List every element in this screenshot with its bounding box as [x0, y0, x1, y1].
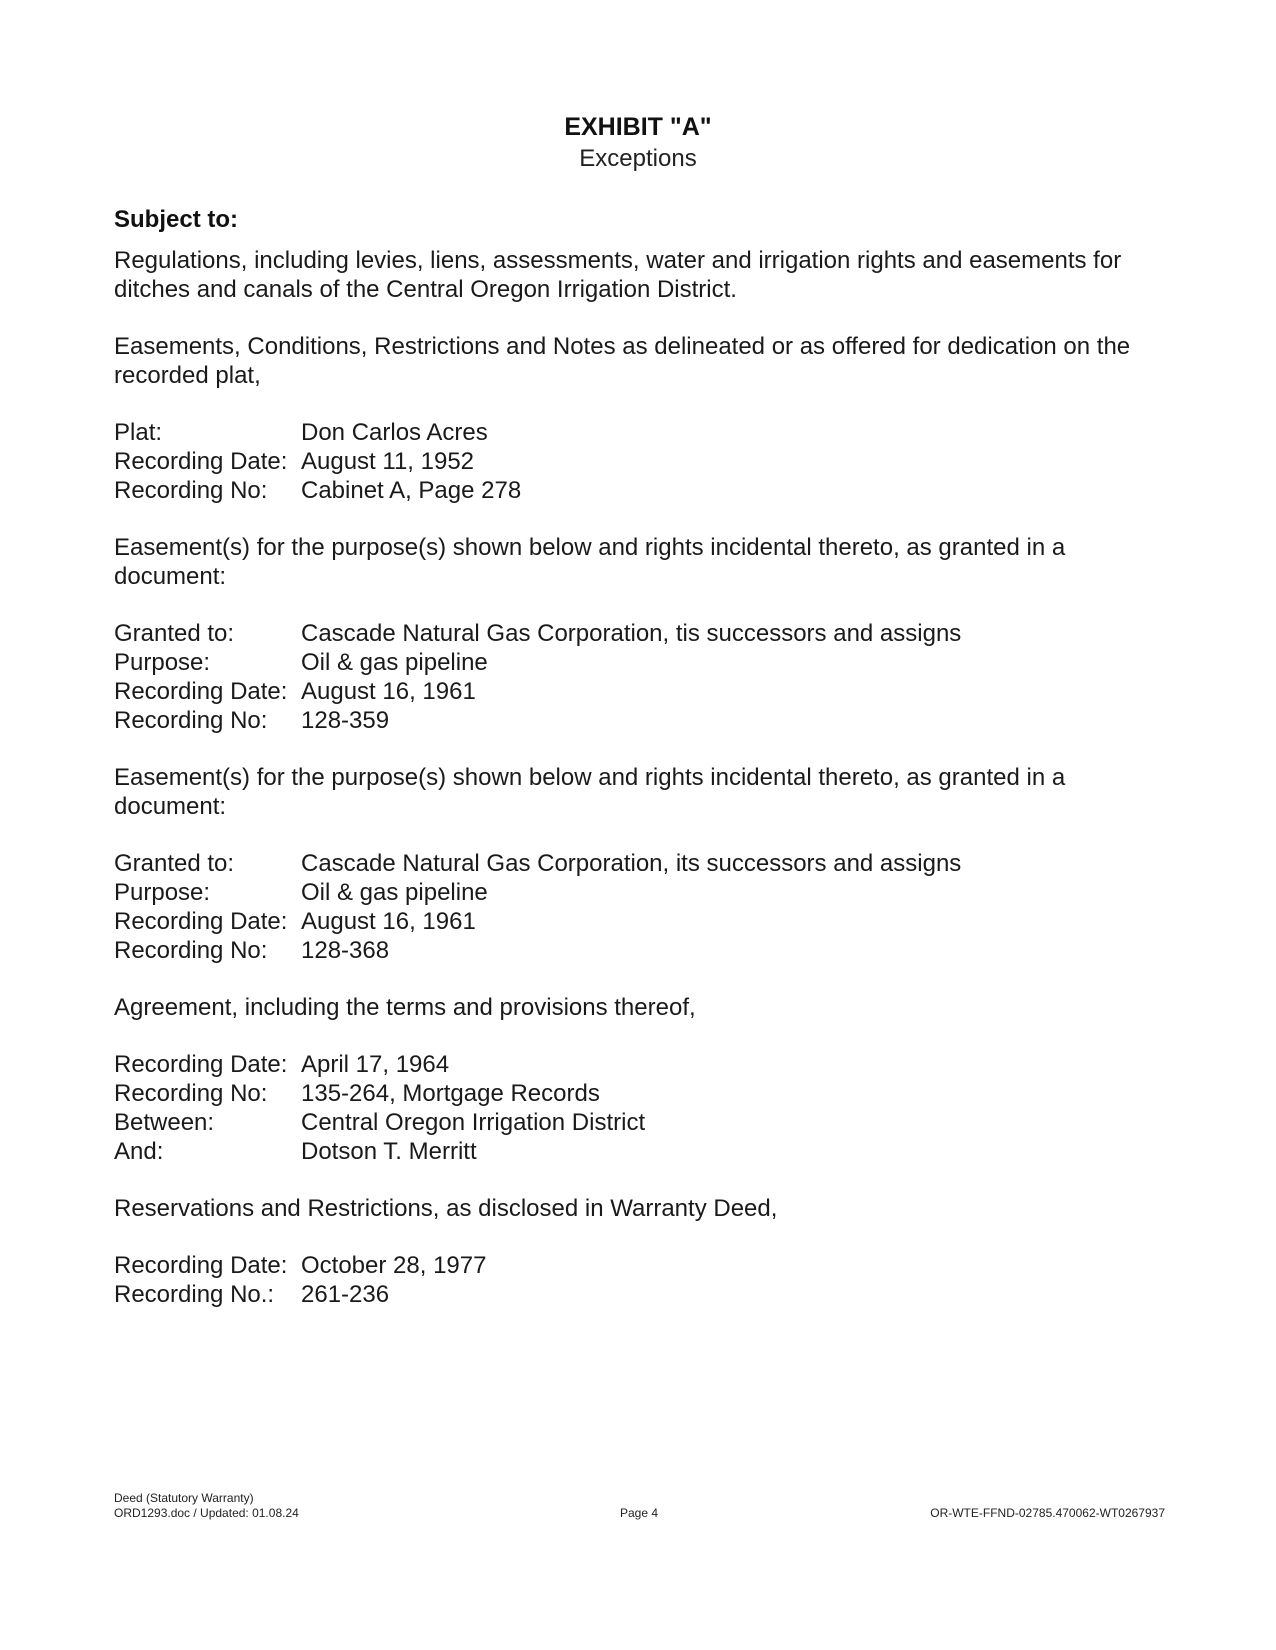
reservations-paragraph: Reservations and Restrictions, as disclosed in Warranty Deed,	[114, 1195, 778, 1222]
footer-doc-info	[114, 1491, 299, 1521]
easement-1-date-label: Recording Date:	[114, 678, 288, 705]
easement-1-date-row	[114, 677, 1174, 706]
footer-doc-type: Deed (Statutory Warranty)	[114, 1491, 254, 1505]
deed-no-value: 261-236	[301, 1281, 390, 1308]
easement-2-purpose-row	[114, 878, 1174, 907]
easement-2-no-value: 128-368	[301, 937, 390, 964]
easement-2-granted-value: Cascade Natural Gas Corporation, its successors and assigns	[301, 850, 962, 877]
plat-row	[114, 418, 1174, 447]
easement-2-purpose-label: Purpose:	[114, 879, 211, 906]
easement-1-granted-row	[114, 619, 1174, 648]
deed-date-row	[114, 1251, 1174, 1280]
agreement-no-value: 135-264, Mortgage Records	[301, 1080, 600, 1107]
plat-recording-no-value: Cabinet A, Page 278	[301, 477, 522, 504]
agreement-date-label: Recording Date:	[114, 1051, 288, 1078]
plat-recording-no-label: Recording No:	[114, 477, 268, 504]
exceptions-body	[114, 206, 1174, 1337]
agreement-date-row	[114, 1050, 1174, 1079]
deed-no-row	[114, 1280, 1174, 1309]
agreement-no-row	[114, 1079, 1174, 1108]
easement-2-date-row	[114, 907, 1174, 936]
easement-1-no-value: 128-359	[301, 707, 390, 734]
deed-date-value: October 28, 1977	[301, 1252, 487, 1279]
easement-1-details	[114, 619, 1174, 735]
plat-recording-date-label: Recording Date:	[114, 448, 288, 475]
plat-recording-no-row	[114, 476, 1174, 505]
easement-1-granted-label: Granted to:	[114, 620, 235, 647]
easement-2-no-row	[114, 936, 1174, 965]
easement-2-granted-row	[114, 849, 1174, 878]
agreement-and-value: Dotson T. Merritt	[301, 1138, 477, 1165]
exhibit-subtitle: Exceptions	[579, 145, 697, 172]
easement-1-purpose-label: Purpose:	[114, 649, 211, 676]
footer-page-number: Page 4	[620, 1506, 659, 1520]
plat-recording-date-value: August 11, 1952	[301, 448, 475, 475]
easement-1-paragraph: Easement(s) for the purpose(s) shown below and rights incidental thereto, as granted in a document:	[114, 534, 1066, 590]
deed-details	[114, 1251, 1174, 1309]
exhibit-title: EXHIBIT "A"	[564, 113, 712, 141]
footer-file-number: OR-WTE-FFND-02785.470062-WT0267937	[930, 1506, 1165, 1520]
easement-2-date-label: Recording Date:	[114, 908, 288, 935]
agreement-and-label: And:	[114, 1138, 164, 1165]
agreement-and-row	[114, 1137, 1174, 1166]
easement-1-no-label: Recording No:	[114, 707, 268, 734]
agreement-date-value: April 17, 1964	[301, 1051, 450, 1078]
easement-2-paragraph: Easement(s) for the purpose(s) shown below and rights incidental thereto, as granted in a document:	[114, 764, 1066, 820]
regulations-paragraph: Regulations, including levies, liens, assessments, water and irrigation rights and easements for ditches and canals of the Central Oregon Irrigation District.	[114, 247, 1122, 303]
easement-1-date-value: August 16, 1961	[301, 678, 476, 705]
agreement-between-value: Central Oregon Irrigation District	[301, 1109, 646, 1136]
deed-no-label: Recording No.:	[114, 1281, 275, 1308]
deed-date-label: Recording Date:	[114, 1252, 288, 1279]
plat-details	[114, 418, 1174, 505]
easement-2-date-value: August 16, 1961	[301, 908, 476, 935]
plat-recording-date-row	[114, 447, 1174, 476]
agreement-details	[114, 1050, 1174, 1166]
agreement-paragraph: Agreement, including the terms and provisions thereof,	[114, 994, 696, 1021]
plat-label: Plat:	[114, 419, 163, 446]
agreement-between-row	[114, 1108, 1174, 1137]
easement-2-no-label: Recording No:	[114, 937, 268, 964]
agreement-no-label: Recording No:	[114, 1080, 268, 1107]
plat-value: Don Carlos Acres	[301, 419, 488, 446]
easement-1-granted-value: Cascade Natural Gas Corporation, tis successors and assigns	[301, 620, 962, 647]
easement-2-granted-label: Granted to:	[114, 850, 235, 877]
easement-2-details	[114, 849, 1174, 965]
plat-easements-paragraph: Easements, Conditions, Restrictions and Notes as delineated or as offered for dedication on the recorded plat,	[114, 333, 1131, 389]
easement-1-no-row	[114, 706, 1174, 735]
subject-to-label: Subject to:	[114, 206, 238, 233]
footer-doc-file: ORD1293.doc / Updated: 01.08.24	[114, 1506, 299, 1520]
agreement-between-label: Between:	[114, 1109, 215, 1136]
easement-1-purpose-row	[114, 648, 1174, 677]
easement-1-purpose-value: Oil & gas pipeline	[301, 649, 488, 676]
easement-2-purpose-value: Oil & gas pipeline	[301, 879, 488, 906]
